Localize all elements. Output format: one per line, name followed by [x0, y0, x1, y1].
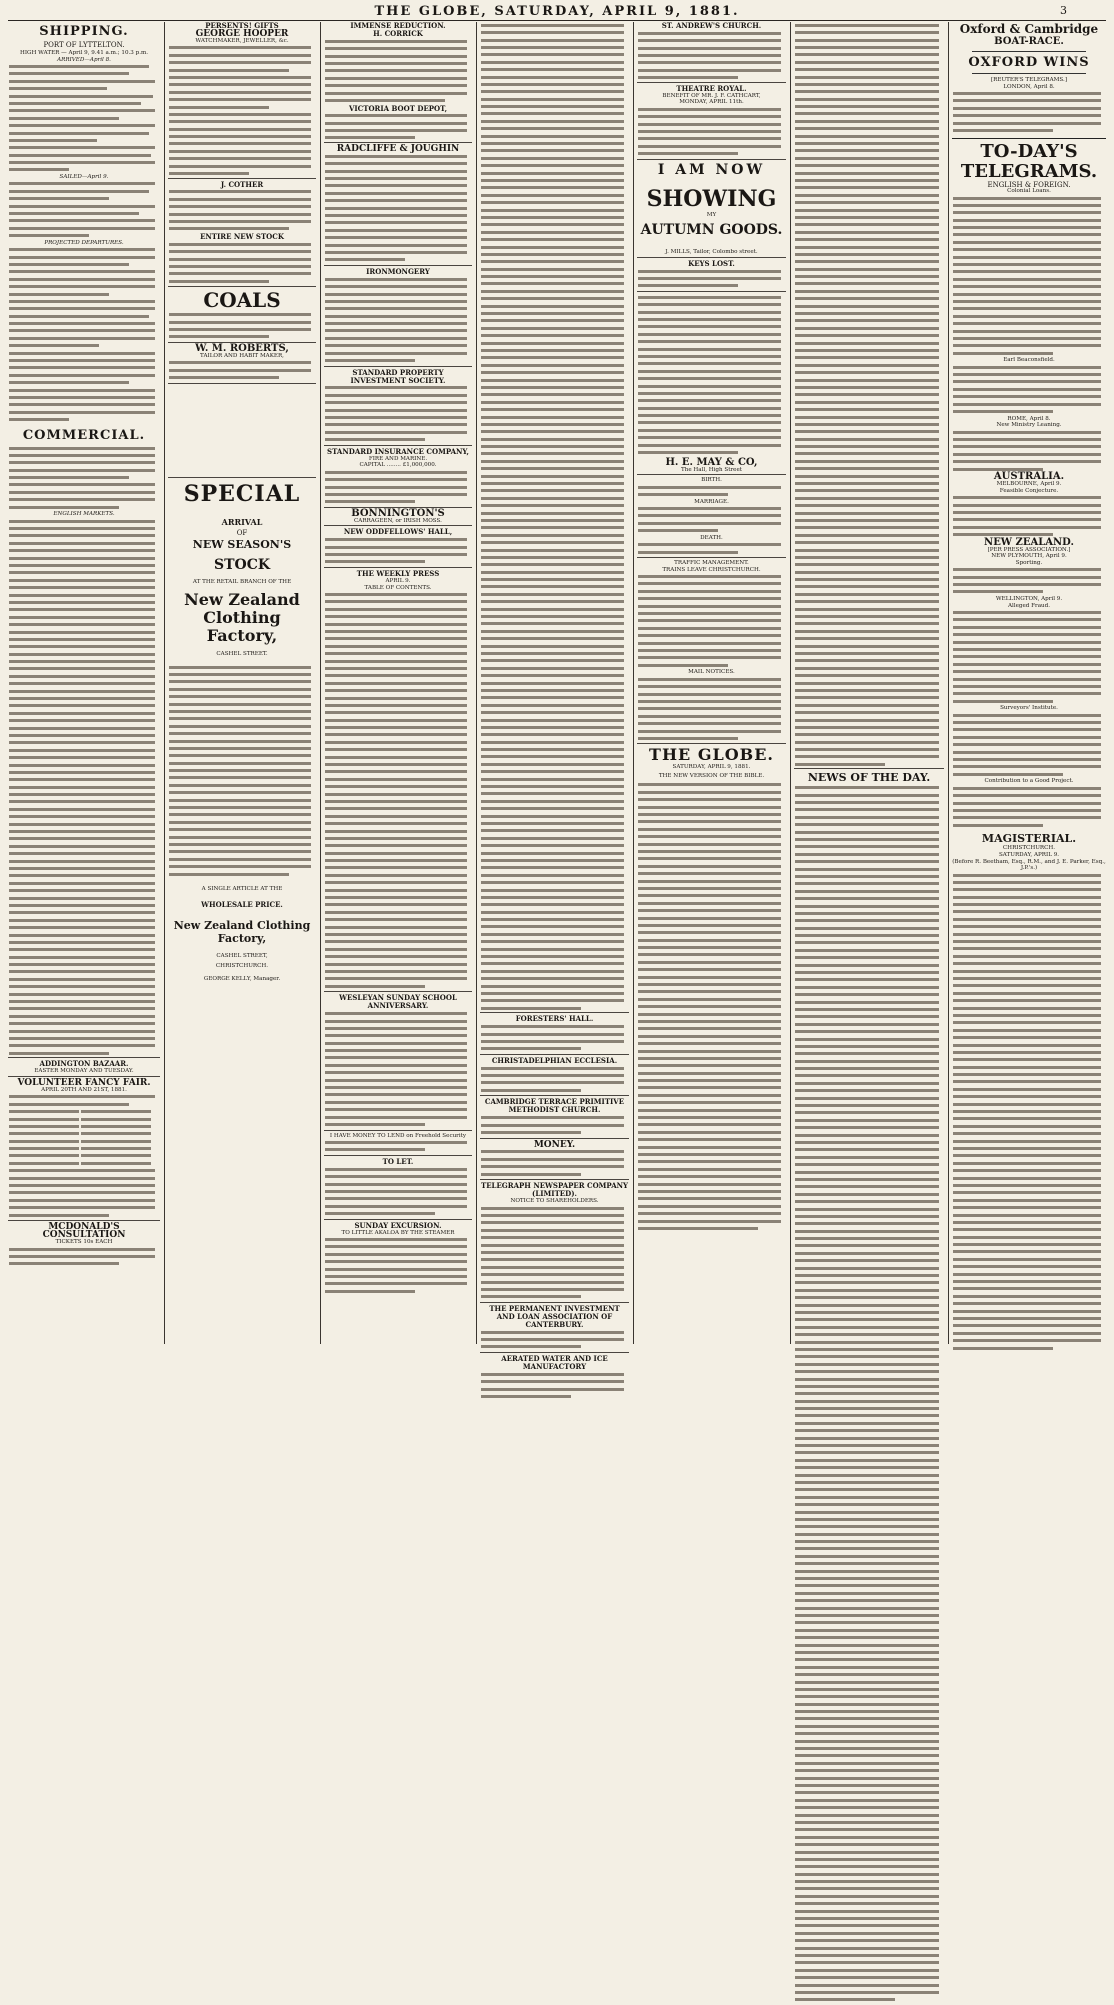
cother-subtitle: ENTIRE NEW STOCK [200, 231, 284, 241]
news-of-day [794, 768, 944, 2004]
press-assoc-label: [PER PRESS ASSOCIATION.] [987, 546, 1071, 553]
permanent-title: THE PERMANENT INVESTMENT AND LOAN ASSOCIATION OF CANTERBURY. [489, 1303, 620, 1329]
ironmongery-title: IRONMONGERY [366, 266, 430, 276]
notice-title: NOTICE TO SHAREHOLDERS. [510, 1198, 599, 1205]
column-divider [633, 22, 634, 1344]
death-heading: DEATH. [700, 534, 723, 541]
money-lend-advert [324, 1130, 472, 1155]
fancy-fair-text [8, 1094, 160, 1220]
wanted-adverts [480, 22, 629, 1012]
excursion-advert [324, 1219, 472, 1297]
clothing-factory-title: Clothing Factory, [203, 608, 281, 646]
surveyors-heading: Surveyors' Institute. [1000, 705, 1058, 712]
radcliffe-title: RADCLIFFE & JOUGHIN [336, 144, 460, 155]
fancy-fair-advert [8, 1076, 160, 1220]
bible-heading: THE NEW VERSION OF THE BIBLE. [658, 773, 765, 780]
telegrams-title: TELEGRAMS. [960, 160, 1098, 182]
beaconsfield-heading: Earl Beaconsfield. [1003, 357, 1055, 364]
to-let-advert [324, 1155, 472, 1219]
column-telegrams [952, 22, 1106, 1342]
column-wanted [480, 22, 629, 1372]
editorial-text [637, 782, 786, 1233]
sporting-heading: Sporting. [1015, 559, 1043, 566]
port-heading: PORT OF LYTTELTON. [43, 41, 125, 49]
cother-title: J. COTHER [220, 179, 264, 189]
trains-heading: TRAINS LEAVE CHRISTCHURCH. [662, 566, 761, 573]
projected-heading: PROJECTED DEPARTURES. [44, 239, 124, 246]
melbourne-dateline: MELBOURNE, April 9. [996, 481, 1062, 488]
oddfellows-advert [324, 525, 472, 567]
hooper-title: GEORGE HOOPER [195, 29, 289, 39]
carrageen: CARRAGEEN, or IRISH MOSS. [354, 517, 442, 524]
victoria-depot: VICTORIA BOOT DEPOT, [348, 103, 448, 113]
manager-label: GEORGE KELLY, Manager. [203, 975, 281, 982]
shipping-arrivals-text [8, 63, 160, 174]
leckie-advert [637, 291, 786, 474]
projected-text [8, 246, 160, 423]
consultation-title: MCDONALD'S CONSULTATION [42, 1222, 126, 1241]
to-let-title: TO LET. [382, 1156, 414, 1166]
showing-title: SHOWING [646, 185, 777, 212]
coals-advert [168, 286, 316, 342]
theatre-advert [637, 82, 786, 159]
consultation-text [8, 1246, 160, 1268]
cashel-street: CASHEL STREET. [216, 651, 268, 658]
news-heading: NEWS OF THE DAY. [807, 771, 931, 785]
commercial-heading: COMMERCIAL. [22, 427, 146, 443]
bonnington-advert [324, 507, 472, 526]
alleged-fraud-heading: Alleged Fraud. [1007, 602, 1051, 609]
excursion-subtitle: TO LITTLE AKALOA BY THE STEAMER [341, 1229, 455, 1236]
factory-title-2: Factory, [217, 931, 267, 945]
column-church-globe [637, 22, 786, 1342]
high-water: HIGH WATER — April 9, 9.41 a.m.; 10.3 p.m. [19, 50, 149, 56]
roberts-title: W. M. ROBERTS, [195, 342, 289, 354]
contents-list [324, 591, 472, 990]
foresters-advert [480, 1012, 629, 1054]
weekly-press-date: APRIL 9. [385, 578, 411, 585]
traffic-heading: TRAFFIC MANAGEMENT. [674, 560, 749, 567]
ironmongery-advert [324, 265, 472, 366]
autumn-title: AUTUMN GOODS. [640, 222, 783, 239]
wellington-dateline: WELLINGTON, April 9. [995, 596, 1063, 603]
weekly-press-advert [324, 567, 472, 991]
cother-advert [168, 178, 316, 287]
coals-title: COALS [203, 288, 281, 313]
hooper-subtitle: WATCHMAKER, JEWELLER, &c. [195, 38, 289, 44]
clothing-factory-advert: SPECIAL ARRIVAL OF NEW SEASON'S STOCK AT THE RETAIL BRANCH OF THE New Zealand Clothing Factory, CASHEL STREET. A SINGLE ARTICLE AT THE WHOLESALE PRICE. New Zealand Clothing Factory, CASHEL STREET, CHRISTCHURCH. GEORGE KELLY, Manager. [168, 477, 316, 984]
birth-heading: BIRTH. [701, 477, 722, 484]
christadelphian-advert [480, 1054, 629, 1096]
bazaar-title: ADDINGTON BAZAAR. [39, 1059, 129, 1069]
nz-clothing-title-2: New Zealand Clothing [173, 918, 311, 932]
notices-section [637, 474, 786, 557]
wesleyan-advert [324, 991, 472, 1129]
weekly-press-title: THE WEEKLY PRESS [356, 569, 440, 579]
bench-label: (Before R. Beetham, Esq., R.M., and J. E. Parker, Esq., J.P.'s.) [952, 858, 1106, 872]
aerated-advert [480, 1352, 629, 1402]
roberts-advert [168, 342, 316, 383]
column-shipping [8, 22, 160, 1342]
editorial-continued [794, 22, 944, 768]
money-title: MONEY. [533, 1139, 576, 1150]
new-season-title: NEW SEASON'S [192, 537, 292, 551]
english-markets-heading: ENGLISH MARKETS. [53, 511, 115, 518]
australia-heading: AUSTRALIA. [993, 471, 1065, 483]
globe-editorial [637, 743, 786, 1233]
feasible-heading: Feasible Conjecture. [999, 487, 1059, 494]
keys-lost-title: KEYS LOST. [688, 258, 735, 268]
sailed-heading: SAILED—April 9. [59, 174, 109, 181]
court-date: SATURDAY, APRIL 9. [998, 851, 1060, 858]
column-divider [476, 22, 477, 1344]
column-divider [164, 22, 165, 1344]
nz-clothing-title: New Zealand [184, 590, 300, 610]
money-advert [480, 1138, 629, 1180]
cashel-street-2: CASHEL STREET, [216, 952, 268, 959]
foresters-title: FORESTERS' HALL. [515, 1014, 594, 1024]
column-editorial [794, 22, 944, 1342]
column-divider [320, 22, 321, 1344]
cambridge-advert [480, 1095, 629, 1137]
radcliffe-advert [324, 142, 472, 265]
masthead-title: THE GLOBE, SATURDAY, APRIL 9, 1881. [374, 4, 740, 19]
standard-title: STANDARD PROPERTY INVESTMENT SOCIETY. [350, 367, 446, 385]
colonial-loans-heading: Colonial Loans. [1007, 188, 1051, 195]
magisterial-text [952, 872, 1106, 1352]
christadelphian-title: CHRISTADELPHIAN ECCLESIA. [491, 1055, 618, 1065]
st-andrew-title: ST. ANDREW'S CHURCH. [661, 21, 762, 30]
standard-society-advert [324, 366, 472, 445]
marriage-heading: MARRIAGE. [694, 498, 729, 505]
excursion-title: SUNDAY EXCURSION. [354, 1220, 442, 1230]
special-title: SPECIAL [183, 480, 301, 507]
todays-title: TO-DAY'S [980, 140, 1078, 162]
magisterial-heading: MAGISTERIAL. [981, 832, 1077, 846]
arrived-heading: ARRIVED—April 8. [57, 56, 111, 63]
rome-dateline: ROME, April 8. [1007, 415, 1051, 422]
consultation-subtitle: TICKETS 10s EACH [55, 1239, 113, 1246]
benefit-label: BENEFIT OF MR. J. F. CATHCART, [662, 92, 761, 99]
capital: CAPITAL ........ £1,000,000. [359, 462, 437, 469]
roberts-subtitle: TAILOR AND HABIT MAKER, [200, 352, 284, 359]
hall-label: The Hall, High Street [680, 466, 743, 473]
monday-label: MONDAY, APRIL 11th. [679, 99, 744, 106]
fancy-fair-title: VOLUNTEER FANCY FAIR. [17, 1077, 151, 1088]
autumn-goods-advert [637, 159, 786, 257]
stock-title: STOCK [213, 556, 271, 573]
bonnington-title: BONNINGTON'S [351, 507, 445, 519]
commercial-text [8, 445, 160, 512]
hooper-text [168, 45, 316, 178]
christchurch-label: CHRISTCHURCH. [215, 963, 269, 970]
insurance-advert [324, 445, 472, 507]
aerated-title: AERATED WATER AND ICE MANUFACTORY [501, 1354, 608, 1372]
insurance-title: STANDARD INSURANCE COMPANY, [327, 446, 469, 456]
globe-date: SATURDAY, APRIL 9, 1881. [672, 764, 751, 771]
contents-heading: TABLE OF CONTENTS. [364, 584, 432, 591]
may-title: H. E. MAY & CO, [665, 456, 758, 468]
english-foreign-title: ENGLISH & FOREIGN. [987, 180, 1071, 189]
telegraph-advert [480, 1179, 629, 1302]
masthead-rule [8, 20, 1106, 21]
i-am-now-title: I AM NOW [657, 161, 766, 178]
page-number: 3 [1060, 4, 1067, 17]
mail-heading: MAIL NOTICES. [688, 669, 735, 676]
news-text [794, 784, 944, 2003]
telegraph-title: TELEGRAPH NEWSPAPER COMPANY (LIMITED). [480, 1181, 629, 1199]
arrival-title: ARRIVAL [221, 516, 263, 527]
good-project-heading: Contribution to a Good Project. [984, 778, 1074, 785]
new-zealand-heading: NEW ZEALAND. [984, 536, 1074, 548]
column-adverts-3 [324, 22, 472, 1342]
oxford-cambridge-title: Oxford & Cambridge [959, 22, 1099, 36]
wesleyan-title: WESLEYAN SUNDAY SCHOOL ANNIVERSARY. [339, 993, 457, 1011]
wholesale-price: WHOLESALE PRICE. [201, 899, 283, 909]
mills-label: J. MILLS, Tailor, Colombo street. [665, 249, 758, 256]
traffic-section [637, 557, 786, 743]
permanent-advert [480, 1302, 629, 1352]
presents-title: PERSENTS! GIFTS [205, 21, 279, 30]
single-article: A SINGLE ARTICLE AT THE [201, 886, 283, 893]
column-divider [948, 22, 949, 1344]
keys-lost-advert [637, 257, 786, 291]
theatre-title: THEATRE ROYAL. [676, 83, 747, 93]
column-adverts-2 [168, 22, 316, 1342]
shipping-heading: SHIPPING. [39, 24, 129, 39]
fancy-fair-date: APRIL 20TH AND 21ST, 1881. [41, 1086, 127, 1093]
bazaar-advert [8, 1057, 160, 1076]
shipping-sailed-text [8, 181, 160, 240]
oddfellows-title: NEW ODDFELLOWS' HALL, [343, 527, 453, 537]
money-lend-title: I HAVE MONEY TO LEND on Freehold Security [329, 1132, 467, 1139]
my-label: MY [706, 211, 717, 218]
new-plymouth-dateline: NEW PLYMOUTH, April 9. [991, 553, 1067, 560]
boat-race-title: BOAT-RACE. [994, 36, 1064, 47]
new-ministry-heading: New Ministry Leaning. [996, 422, 1062, 429]
cambridge-title: CAMBRIDGE TERRACE PRIMITIVE METHODIST CHURCH. [484, 1097, 625, 1115]
london-dateline: LONDON, April 8. [1003, 83, 1055, 90]
bazaar-subtitle: EASTER MONDAY AND TUESDAY. [34, 1068, 134, 1075]
markets-text [8, 518, 160, 1058]
consultation-advert [8, 1220, 160, 1269]
christchurch-dateline: CHRISTCHURCH. [1002, 845, 1056, 852]
blank-space [168, 383, 316, 477]
corrick-title: H. CORRICK [373, 29, 423, 38]
column-divider [790, 22, 791, 1344]
oxford-wins-title: OXFORD WINS [968, 55, 1090, 70]
retail-branch: AT THE RETAIL BRANCH OF THE [192, 578, 292, 585]
immense-title: IMMENSE REDUCTION. [350, 21, 446, 30]
reuters-label: [REUTER'S TELEGRAMS.] [990, 77, 1068, 83]
globe-heading: THE GLOBE. [649, 745, 774, 765]
fire-marine: FIRE AND MARINE. [368, 455, 428, 462]
